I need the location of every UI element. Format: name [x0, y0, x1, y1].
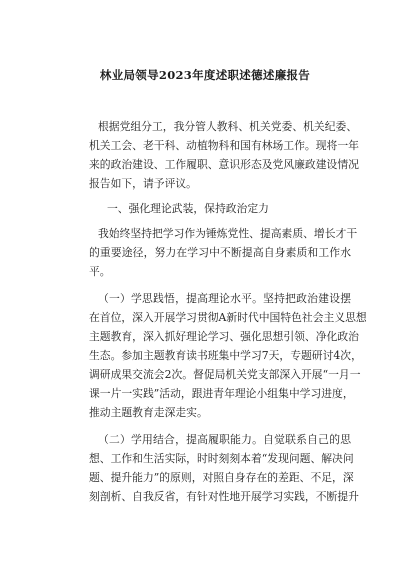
paragraph-line: 课一片一实践”活动，跟进青年理论小组集中学习进度， — [89, 387, 354, 400]
paragraph-line: 来的政治建设、工作履职、意识形态及党风廉政建设情况 — [89, 158, 359, 171]
paragraph-line: （一）学思践悟，提高理论水平。坚持把政治建设摆 — [98, 292, 351, 305]
document-title: 林业局领导2023年度述职述德述廉报告 — [99, 68, 311, 82]
paragraph-line: 机关工会、老干科、动植物科和国有林场工作。现将一年 — [89, 139, 359, 152]
paragraph-line: 题、提升能力”的原则，对照自身存在的差距、不足，深 — [89, 471, 354, 484]
section-heading: 一、强化理论武装，保持政治定力 — [107, 202, 269, 215]
paragraph-line: 想、工作和生活实际，时时刻刻本着“发现问题、解决问 — [89, 452, 354, 465]
paragraph-line: 的重要途径，努力在学习中不断提高自身素质和工作水 — [89, 246, 351, 259]
paragraph-line: （二）学用结合，提高履职能力。自觉联系自己的思 — [98, 433, 351, 446]
paragraph-line: 推动主题教育走深走实。 — [89, 406, 208, 419]
paragraph-line: 调研成果交流会2次。督促局机关党支部深入开展“一月一 — [89, 368, 361, 381]
paragraph-line: 平。 — [89, 265, 111, 278]
paragraph-line: 我始终坚持把学习作为锤炼党性、提高素质、增长才干 — [98, 227, 358, 240]
paragraph-line: 报告如下，请予评议。 — [89, 177, 197, 190]
paragraph-line: 刻剖析、自我反省，有针对性地开展学习实践，不断提升 — [89, 490, 359, 503]
paragraph-line: 根据党组分工，我分管人教科、机关党委、机关纪委、 — [98, 120, 358, 133]
paragraph-line: 在首位，深入开展学习贯彻A新时代中国特色社会主义思想 — [89, 311, 367, 324]
paragraph-line: 生态。参加主题教育读书班集中学习7天，专题研讨4次， — [89, 349, 362, 362]
paragraph-line: 主题教育，深入抓好理论学习、强化思想引领、净化政治 — [89, 330, 359, 343]
